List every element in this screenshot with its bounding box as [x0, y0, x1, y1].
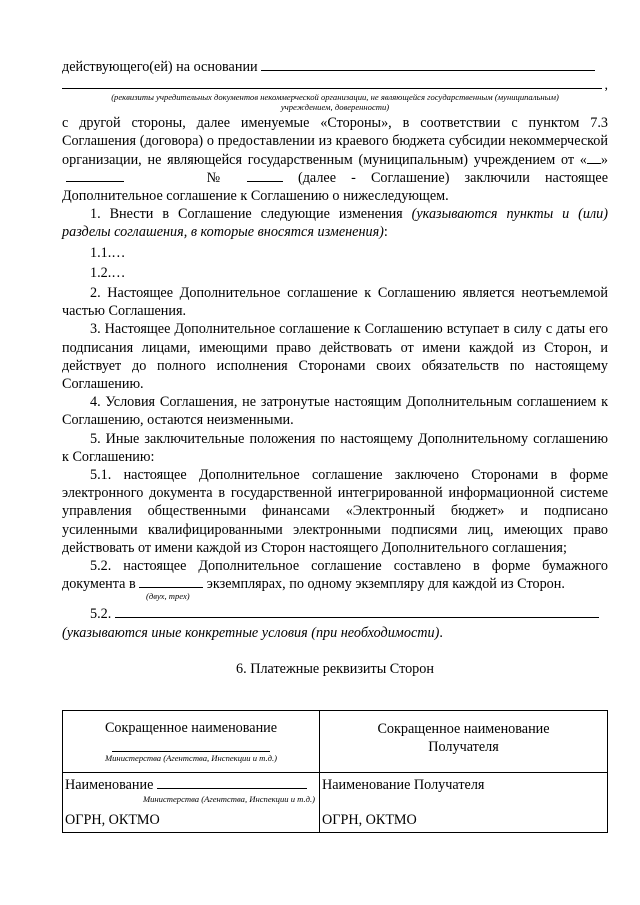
- basis-label: действующего(ей) на основании: [62, 59, 258, 75]
- left-header-cell: Сокращенное наименование Министерства (Агентства, Инспекции и т.д.): [63, 711, 320, 773]
- requisites-note: (реквизиты учредительных документов некоммерческой организации, не являющейся государственным (муниципальным) учреждением, доверенности): [111, 92, 559, 113]
- right-name-cell: Наименование Получателя ОГРН, ОКТМО: [320, 773, 608, 833]
- copies-note: (двух, трех): [146, 591, 190, 602]
- document-body: [62, 58, 608, 678]
- date-field[interactable]: [66, 181, 124, 182]
- number-field[interactable]: [247, 181, 283, 182]
- payment-requisites-table: [62, 710, 608, 833]
- item-1-1: 1.1.…: [90, 244, 126, 261]
- other-conditions-note: (указываются иные конкретные условия (при необходимости).: [62, 624, 443, 641]
- item-1-2: 1.2.…: [90, 264, 126, 281]
- basis-line: [62, 58, 608, 76]
- intro-paragraph: с другой стороны, далее именуемые «Стороны», в соответствии с пунктом 7.3 Соглашения (договора) о предоставлении из краевого бюджета субсидии некоммерческой организации, не являющейся государственным (муниципальным) учреждением от « » № (далее - Соглашение) заключили настоящее Дополнительное соглашение к Соглашению о нижеследующем.: [62, 115, 609, 205]
- basis-fill-line[interactable]: [261, 70, 595, 71]
- left-name-cell: Наименование Министерства (Агентства, Инспекции и т.д.) ОГРН, ОКТМО: [63, 773, 320, 833]
- paragraph-3: 3. Настоящее Дополнительное соглашение к Соглашению вступает в силу с даты его подписания лицами, имеющими право действовать от имени каждой из Сторон, и действует до полного исполнения Сторонами своих обязательств по настоящему Соглашению.: [62, 321, 608, 393]
- paragraph-5-2-other: 5.2.: [62, 605, 608, 623]
- left-name-fill-line[interactable]: [157, 788, 307, 789]
- left-header-fill-line[interactable]: [112, 751, 270, 752]
- section-6-title: 6. Платежные реквизиты Сторон: [236, 660, 434, 677]
- paragraph-5-2-copies: 5.2. настоящее Дополнительное соглашение составлено в форме бумажного документа в экземплярах, по одному экземпляру для каждой из Сторон.: [62, 558, 608, 593]
- right-header-cell: Сокращенное наименование Получателя: [320, 711, 608, 773]
- paragraph-4: 4. Условия Соглашения, не затронутые настоящим Дополнительным соглашением к Соглашению, остаются неизменными.: [62, 394, 608, 429]
- paragraph-5-1: 5.1. настоящее Дополнительное соглашение заключено Сторонами в форме электронного документа в государственной интегрированной информационной системе управления общественными финансами «Электронный бюджет» и подписано усиленными квалифицированными электронными подписями лиц, имеющих право действовать от имени каждой из Сторон настоящего Дополнительного соглашения;: [62, 467, 608, 556]
- paragraph-1: 1. Внести в Соглашение следующие изменения (указываются пункты и (или) разделы соглашения, в которые вносятся изменения):: [62, 206, 608, 241]
- other-conditions-field[interactable]: [115, 617, 599, 618]
- paragraph-2: 2. Настоящее Дополнительное соглашение к Соглашению является неотъемлемой частью Соглашения.: [62, 285, 608, 320]
- paragraph-5: 5. Иные заключительные положения по настоящему Дополнительному соглашению к Соглашению:: [62, 430, 608, 465]
- date-day-field[interactable]: [587, 163, 601, 164]
- copies-field[interactable]: [139, 587, 203, 588]
- requisites-line[interactable]: ,: [62, 76, 608, 90]
